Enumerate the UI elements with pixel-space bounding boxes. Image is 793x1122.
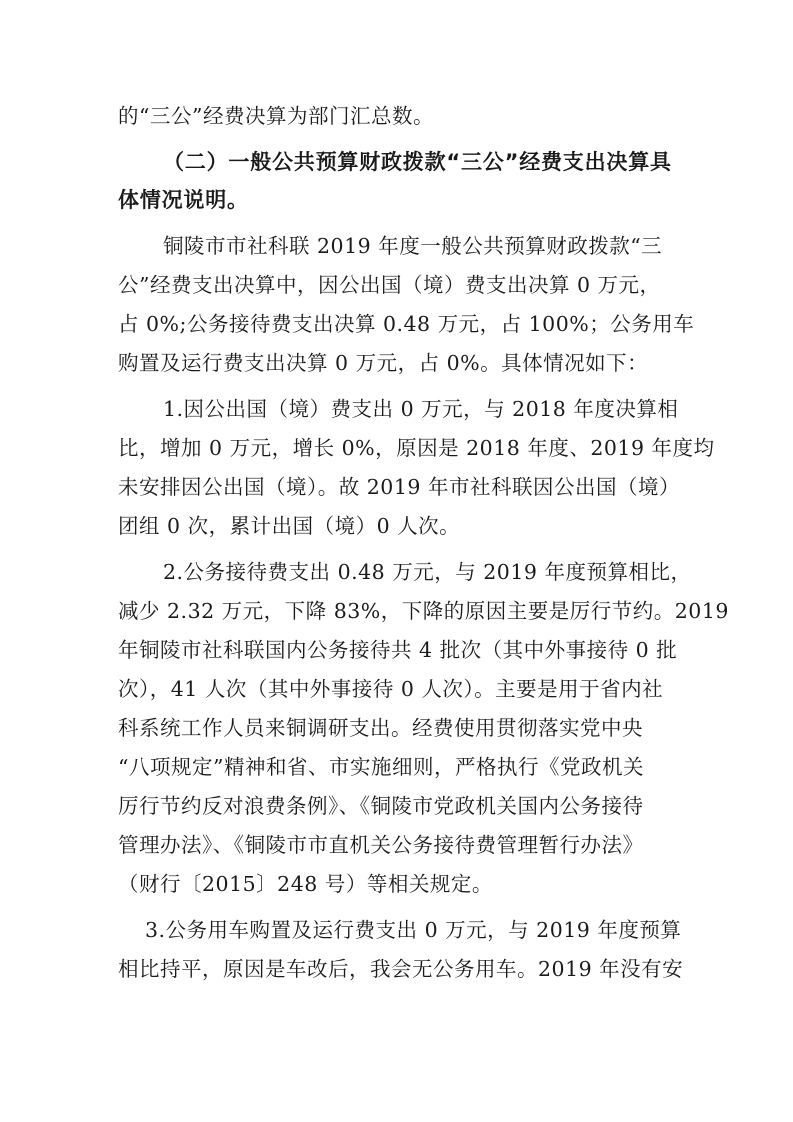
text-line: 铜陵市市社科联 2019 年度一般公共预算财政拨款“三 [163,234,663,258]
section-heading-line: （二）一般公共预算财政拨款“三公”经费支出决算具 [163,150,672,174]
text-line: 公”经费支出决算中，因公出国（境）费支出决算 0 万元， [118,273,661,297]
text-line: （财行〔2015〕248 号）等相关规定。 [118,872,493,896]
text-line: 团组 0 次，累计出国（境）0 人次。 [118,514,461,538]
text-line: 厉行节约反对浪费条例》、《铜陵市党政机关国内公务接待 [118,794,644,818]
text-line: 2.公务接待费支出 0.48 万元，与 2019 年度预算相比， [163,560,692,584]
text-line: 占 0%;公务接待费支出决算 0.48 万元，占 100%；公务用车 [118,312,695,336]
text-line: 3.公务用车购置及运行费支出 0 万元，与 2019 年度预算 [145,918,682,942]
section-heading-line: 体情况说明。 [118,188,249,212]
text-line: 次），41 人次（其中外事接待 0 人次）。主要是用于省内社 [118,677,664,701]
text-line: 减少 2.32 万元，下降 83%，下降的原因主要是厉行节约。2019 [118,599,729,623]
text-line: 未安排因公出国（境）。故 2019 年市社科联因公出国（境） [118,475,680,499]
text-line: 相比持平，原因是车改后，我会无公务用车。2019 年没有安 [118,957,684,981]
text-line: 购置及运行费支出决算 0 万元，占 0%。具体情况如下： [118,351,649,375]
text-line: 的“三公”经费决算为部门汇总数。 [118,104,434,128]
text-line: 科系统工作人员来铜调研支出。经费使用贯彻落实党中央 [118,716,643,740]
text-line: 年铜陵市社科联国内公务接待共 4 批次（其中外事接待 0 批 [118,638,678,662]
text-line: 管理办法》、《铜陵市市直机关公务接待费管理暂行办法》 [118,833,644,857]
text-line: 比，增加 0 万元，增长 0%，原因是 2018 年度、2019 年度均 [118,436,715,460]
text-line: “八项规定”精神和省、市实施细则，严格执行《党政机关 [118,755,644,779]
text-line: 1.因公出国（境）费支出 0 万元，与 2018 年度决算相 [163,397,679,421]
